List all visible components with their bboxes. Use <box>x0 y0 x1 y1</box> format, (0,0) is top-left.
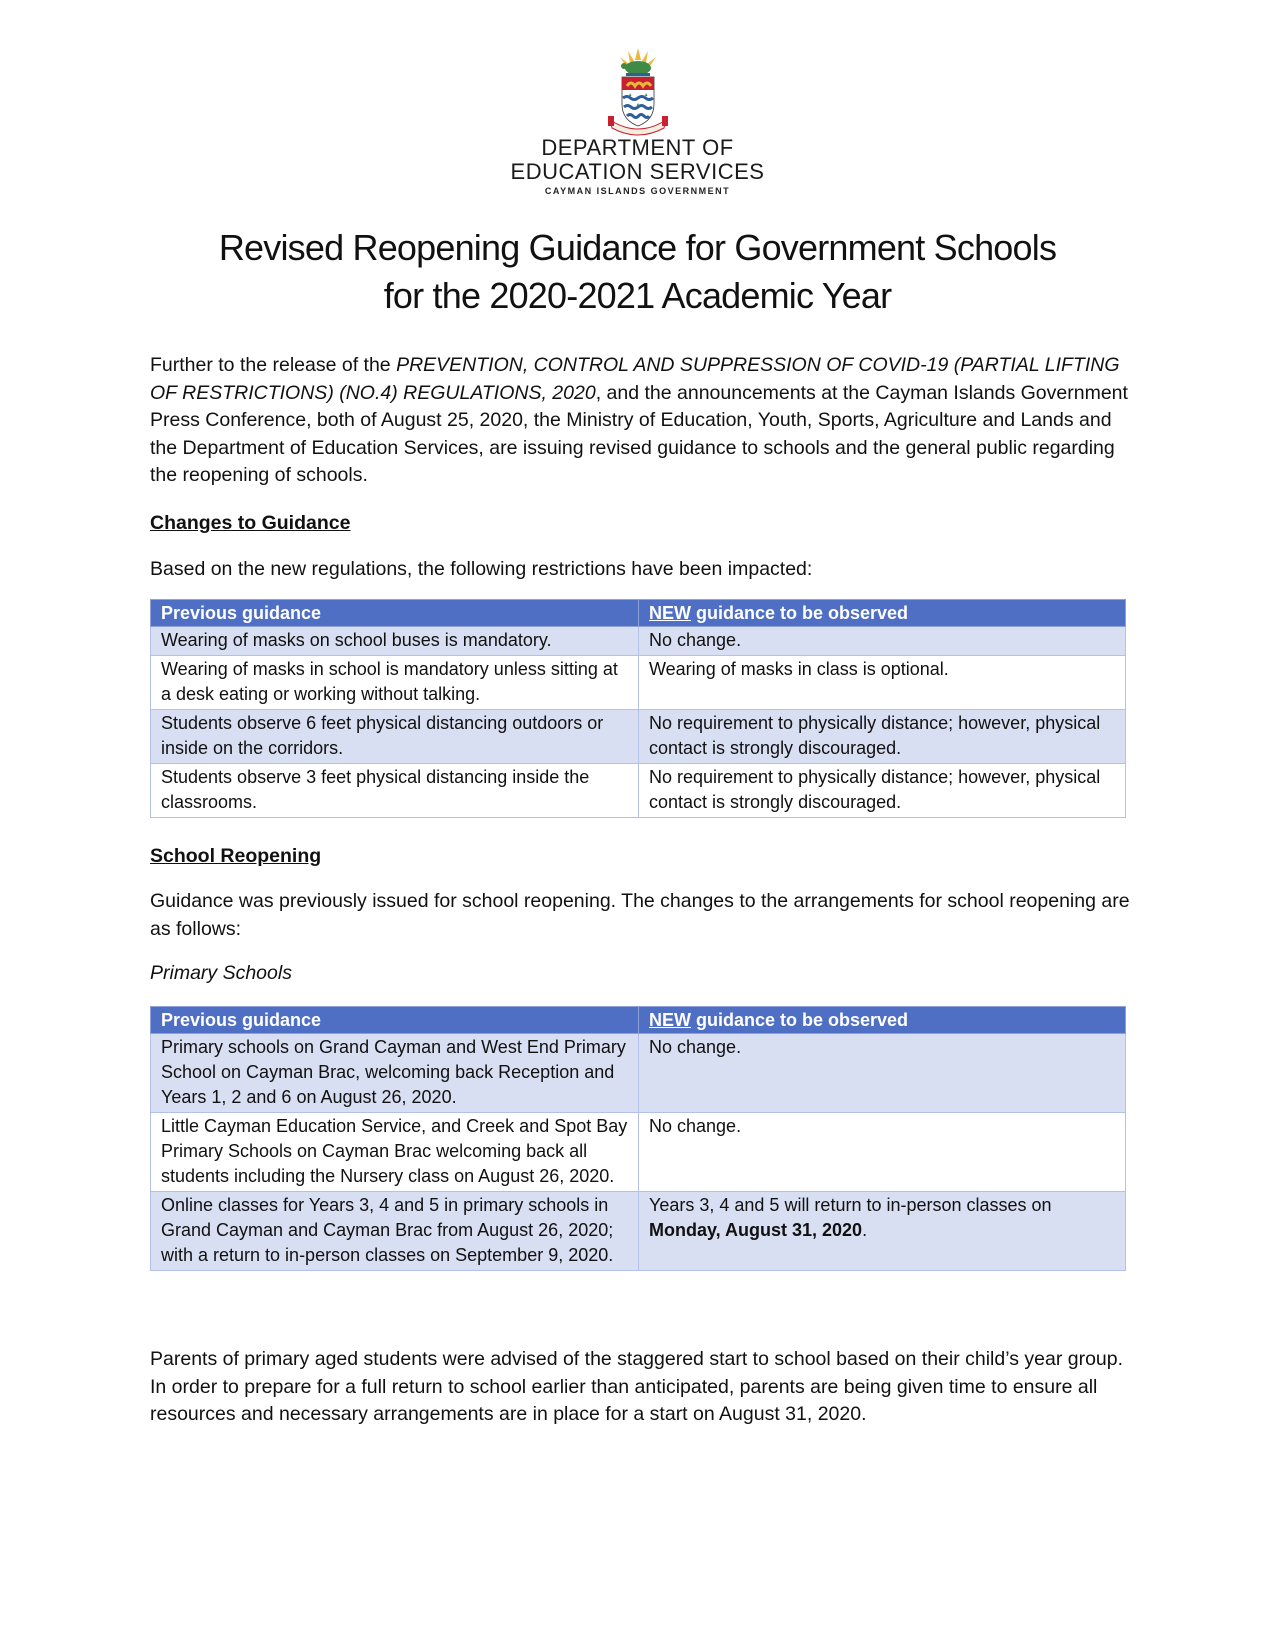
primary-schools-subheading: Primary Schools <box>150 962 292 984</box>
new-cell: Wearing of masks in class is optional. <box>639 656 1126 710</box>
coat-of-arms-icon <box>598 46 678 136</box>
new-cell: No requirement to physically distance; however, physical contact is strongly discouraged. <box>639 710 1126 764</box>
new-cell: No change. <box>639 1113 1126 1192</box>
government-name: CAYMAN ISLANDS GOVERNMENT <box>544 186 731 196</box>
new-label: NEW <box>649 1009 691 1030</box>
new-cell-text: Years 3, 4 and 5 will return to in-person classes on <box>649 1195 1052 1215</box>
intro-text-start: Further to the release of the <box>150 354 397 376</box>
previous-cell: Students observe 3 feet physical distancing inside the classrooms. <box>151 764 639 818</box>
changes-lead: Based on the new regulations, the following restrictions have been impacted: <box>150 558 813 580</box>
column-header-new <box>639 1007 1126 1034</box>
column-header-previous: Previous guidance <box>151 600 639 627</box>
new-cell: No change. <box>639 627 1126 656</box>
new-cell: No requirement to physically distance; however, physical contact is strongly discouraged. <box>639 764 1126 818</box>
table-row <box>151 1113 1126 1192</box>
table-row <box>151 1034 1126 1113</box>
closing-paragraph: Parents of primary aged students were advised of the staggered start to school based on their child’s year group. In order to prepare for a full return to school earlier than anticipated, parents are being given time to ensure all resources and necessary arrangements are in place for a start on August 31, 2020. <box>150 1348 1124 1425</box>
previous-cell: Wearing of masks on school buses is mandatory. <box>151 627 639 656</box>
column-header-new <box>639 600 1126 627</box>
new-header-rest: guidance to be observed <box>691 1009 909 1030</box>
changes-heading: Changes to Guidance <box>150 512 351 534</box>
table-header-row <box>151 1007 1126 1034</box>
department-name-line1: DEPARTMENT OF <box>541 135 734 160</box>
column-header-previous: Previous guidance <box>151 1007 639 1034</box>
reopening-heading: School Reopening <box>150 845 322 867</box>
department-logo <box>500 46 775 196</box>
previous-cell: Students observe 6 feet physical distancing outdoors or inside on the corridors. <box>151 710 639 764</box>
previous-cell: Online classes for Years 3, 4 and 5 in primary schools in Grand Cayman and Cayman Brac from August 26, 2020; with a return to in-person classes on September 9, 2020. <box>151 1192 639 1271</box>
new-cell: No change. <box>639 1034 1126 1113</box>
table-header-row <box>151 600 1126 627</box>
previous-cell: Wearing of masks in school is mandatory unless sitting at a desk eating or working without talking. <box>151 656 639 710</box>
table-row <box>151 710 1126 764</box>
new-cell-end: . <box>862 1220 868 1240</box>
previous-cell: Little Cayman Education Service, and Creek and Spot Bay Primary Schools on Cayman Brac welcoming back all students including the Nursery class on August 26, 2020. <box>151 1113 639 1192</box>
document-title-line1: Revised Reopening Guidance for Government Schools <box>218 227 1057 268</box>
table-row <box>151 1192 1126 1271</box>
department-name-line2: EDUCATION SERVICES <box>510 159 765 184</box>
table-row <box>151 764 1126 818</box>
new-header-rest: guidance to be observed <box>691 602 909 623</box>
previous-cell: Primary schools on Grand Cayman and West End Primary School on Cayman Brac, welcoming back Reception and Years 1, 2 and 6 on August 26, 2020. <box>151 1034 639 1113</box>
new-cell <box>639 1192 1126 1271</box>
regulation-name: PREVENTION, CONTROL AND SUPPRESSION OF COVID-19 (PARTIAL LIFTING OF RESTRICTIONS) (NO.4) REGULATIONS, 2020 <box>150 354 1120 404</box>
table-row <box>151 656 1126 710</box>
primary-schools-table <box>150 1006 1126 1271</box>
table-row <box>151 627 1126 656</box>
reopening-lead: Guidance was previously issued for school reopening. The changes to the arrangements for school reopening are as follows: <box>150 890 1130 940</box>
new-label: NEW <box>649 602 691 623</box>
document-title-line2: for the 2020-2021 Academic Year <box>383 275 892 316</box>
return-date: Monday, August 31, 2020 <box>649 1220 863 1240</box>
changes-table <box>150 599 1126 818</box>
intro-text-rest: , and the announcements at the Cayman Islands Government Press Conference, both of August 25, 2020, the Ministry of Education, Youth, Sports, Agriculture and Lands and the Department of Education Services, are issuing revised guidance to schools and the general public regarding the reopening of schools. <box>150 381 1128 486</box>
intro-paragraph <box>150 352 1130 490</box>
